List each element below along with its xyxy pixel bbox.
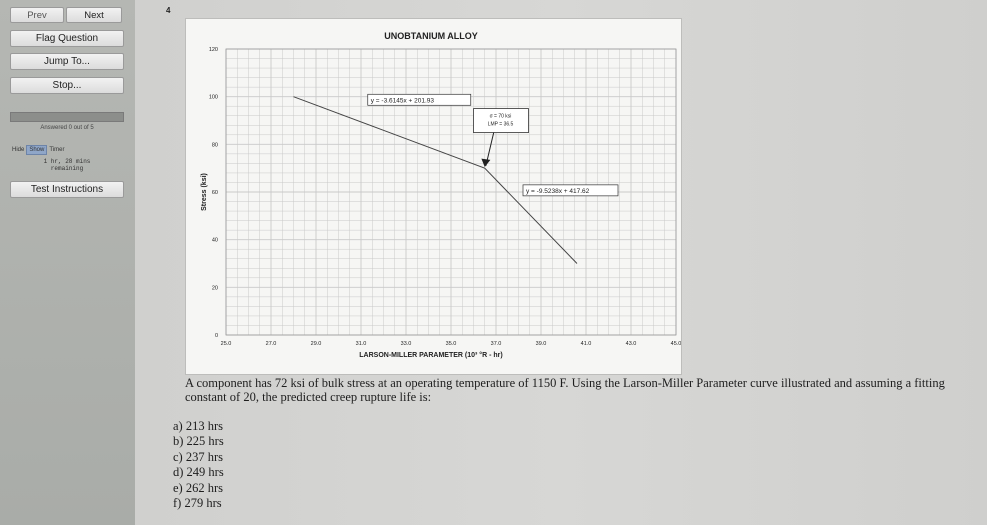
question-number: 4 (166, 6, 171, 15)
y-tick-label: 40 (211, 237, 218, 244)
option-b[interactable]: b) 225 hrs (173, 434, 224, 449)
annotation-point-stress: σ = 70 ksi (489, 113, 512, 120)
timer-remaining-suffix: remaining (50, 165, 84, 172)
stop-button[interactable]: Stop... (10, 77, 124, 94)
annotation-point-lmp: LMP = 36.5 (487, 121, 514, 128)
series-line (294, 97, 578, 264)
option-f[interactable]: f) 279 hrs (173, 496, 222, 511)
x-tick-label: 33.0 (400, 341, 412, 347)
sidebar (0, 0, 135, 525)
x-tick-label: 37.0 (490, 341, 502, 347)
x-tick-label: 43.0 (625, 341, 637, 347)
next-button[interactable]: Next (66, 7, 122, 23)
flag-question-button[interactable]: Flag Question (10, 30, 124, 47)
annotation-box-point (474, 109, 529, 133)
x-tick-label: 25.0 (220, 341, 232, 347)
option-d[interactable]: d) 249 hrs (173, 465, 224, 480)
x-tick-label: 35.0 (445, 341, 457, 347)
annotation-eq1: y = -3.6145x + 201.93 (370, 97, 434, 105)
question-text: A component has 72 ksi of bulk stress at an operating temperature of 1150 F. Using the Larson-Miller Parameter curve illustrated and assuming a fitting constant of 20, the predicted creep rupture life is: (185, 376, 945, 404)
creep-chart (186, 19, 681, 374)
chart-image (185, 18, 682, 375)
y-tick-label: 60 (211, 190, 218, 196)
y-tick-label: 0 (214, 333, 218, 339)
timer-remaining-time: 1 hr, 28 mins (43, 158, 91, 165)
x-tick-label: 27.0 (265, 341, 277, 347)
option-c[interactable]: c) 237 hrs (173, 449, 223, 464)
y-tick-label: 80 (211, 142, 218, 149)
x-tick-label: 29.0 (310, 341, 322, 347)
x-tick-label: 31.0 (355, 341, 367, 347)
timer-show-button[interactable]: Show (26, 145, 47, 155)
option-e[interactable]: e) 262 hrs (173, 480, 223, 495)
timer-hide-button[interactable]: Hide (12, 147, 25, 153)
test-instructions-button[interactable]: Test Instructions (10, 181, 124, 198)
timer-remaining (10, 158, 124, 172)
progress-bar (10, 112, 124, 122)
x-tick-label: 41.0 (580, 341, 592, 347)
x-axis-label: LARSON-MILLER PARAMETER (10³ °R - hr) (359, 352, 503, 359)
y-tick-label: 120 (208, 47, 218, 53)
prev-button[interactable]: Prev (10, 7, 64, 23)
y-axis-label: Stress (ksi) (201, 173, 208, 211)
answer-options (173, 419, 224, 511)
answered-count: Answered 0 out of 5 (40, 125, 94, 131)
chart-title: UNOBTANIUM ALLOY (384, 31, 478, 41)
timer-label: Timer (49, 147, 65, 153)
annotation-eq2: y = -9.5238x + 417.62 (526, 187, 590, 195)
y-tick-label: 100 (208, 94, 218, 101)
x-tick-label: 39.0 (535, 341, 547, 347)
x-tick-label: 45.0 (670, 341, 681, 347)
option-a[interactable]: a) 213 hrs (173, 419, 223, 433)
jump-to-button[interactable]: Jump To... (10, 53, 124, 70)
timer-controls (10, 145, 124, 155)
y-tick-label: 20 (211, 285, 218, 292)
